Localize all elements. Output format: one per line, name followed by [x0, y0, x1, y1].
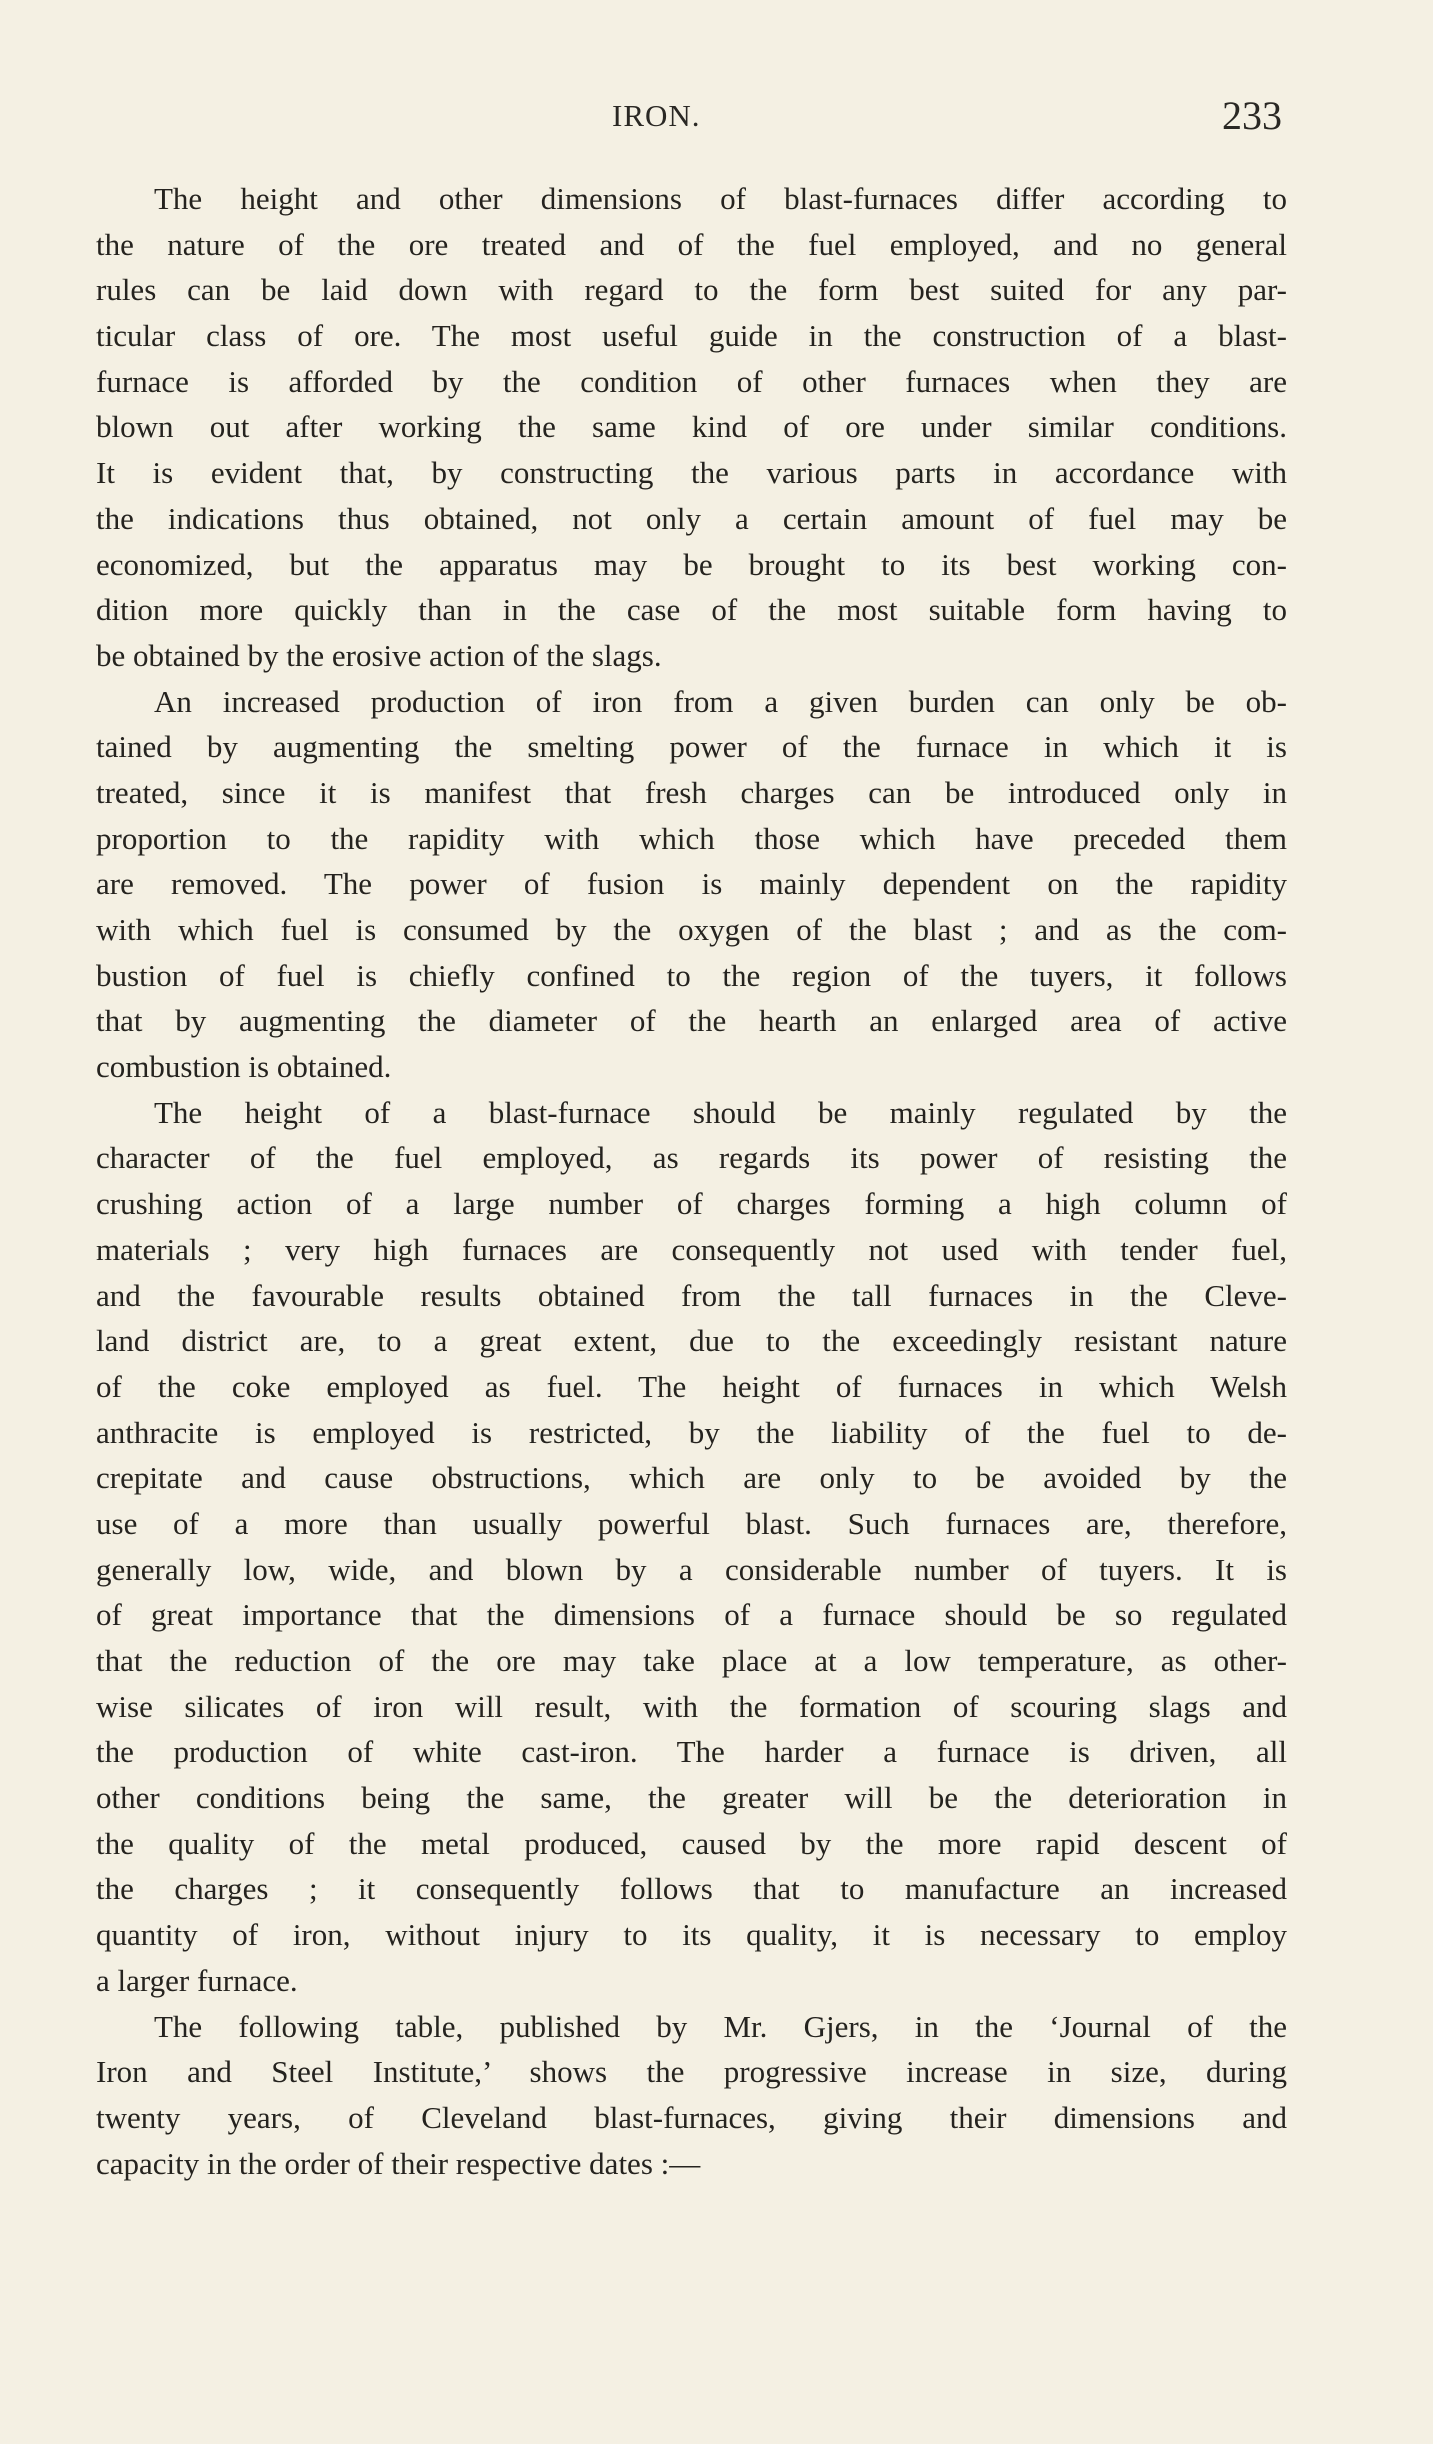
text-line: and the favourable results obtained from the tall furnaces in the Cleve- — [96, 1277, 1287, 1313]
text-line: rules can be laid down with regard to the form best suited for any par- — [96, 272, 1287, 308]
text-line: tained by augmenting the smelting power of the furnace in which it is — [96, 729, 1287, 765]
text-line: The following table, published by Mr. Gjers, in the ‘Journal of the — [154, 2008, 1287, 2044]
text-line: of the coke employed as fuel. The height of furnaces in which Welsh — [96, 1368, 1287, 1404]
text-line: with which fuel is consumed by the oxygen of the blast ; and as the com- — [96, 912, 1287, 947]
text-line: proportion to the rapidity with which those which have preceded them — [96, 820, 1287, 856]
paragraph — [96, 1090, 1287, 2004]
text-line: be obtained by the erosive action of the slags. — [96, 637, 662, 673]
text-line: the production of white cast-iron. The harder a furnace is driven, all — [96, 1734, 1287, 1770]
text-line: other conditions being the same, the greater will be the deterioration in — [96, 1780, 1287, 1816]
text-line: It is evident that, by constructing the various parts in accordance with — [96, 455, 1287, 491]
text-line: anthracite is employed is restricted, by the liability of the fuel to de- — [96, 1414, 1287, 1450]
text-line: An increased production of iron from a given burden can only be ob- — [154, 683, 1287, 719]
text-line: quantity of iron, without injury to its quality, it is necessary to employ — [96, 1917, 1287, 1953]
text-line: The height and other dimensions of blast-furnaces differ according to — [154, 181, 1287, 216]
text-line: treated, since it is manifest that fresh charges can be introduced only in — [96, 774, 1287, 810]
paragraph — [96, 176, 1287, 679]
text-line: The height of a blast-furnace should be mainly regulated by the — [154, 1094, 1287, 1130]
text-line: economized, but the apparatus may be brought to its best working con- — [96, 546, 1287, 582]
text-line: a larger furnace. — [96, 1962, 298, 1998]
text-line: the indications thus obtained, not only a certain amount of fuel may be — [96, 500, 1287, 536]
text-line: land district are, to a great extent, due to the exceedingly resistant nature — [96, 1323, 1287, 1359]
text-line: crepitate and cause obstructions, which are only to be avoided by the — [96, 1460, 1287, 1496]
paragraph — [96, 679, 1287, 1090]
text-line: crushing action of a large number of charges forming a high column of — [96, 1186, 1287, 1222]
text-line: the nature of the ore treated and of the fuel employed, and no general — [96, 226, 1287, 262]
text-line: character of the fuel employed, as regards its power of resisting the — [96, 1140, 1287, 1176]
page-number: 233 — [1222, 93, 1282, 138]
body-text — [96, 176, 1287, 2186]
running-title: IRON. — [612, 98, 701, 133]
text-line: blown out after working the same kind of ore under similar conditions. — [96, 409, 1287, 445]
paragraph — [96, 2004, 1287, 2187]
text-line: the quality of the metal produced, caused by the more rapid descent of — [96, 1825, 1287, 1861]
text-line: twenty years, of Cleveland blast-furnaces, giving their dimensions and — [96, 2099, 1287, 2135]
text-line: wise silicates of iron will result, with the formation of scouring slags and — [96, 1688, 1287, 1724]
text-line: generally low, wide, and blown by a considerable number of tuyers. It is — [96, 1551, 1287, 1587]
text-line: materials ; very high furnaces are consequently not used with tender fuel, — [96, 1231, 1287, 1267]
text-line: that by augmenting the diameter of the hearth an enlarged area of active — [96, 1003, 1287, 1039]
text-line: combustion is obtained. — [96, 1049, 392, 1085]
text-line: bustion of fuel is chiefly confined to the region of the tuyers, it follows — [96, 957, 1287, 993]
text-line: capacity in the order of their respective dates :— — [96, 2145, 701, 2181]
text-line: furnace is afforded by the condition of other furnaces when they are — [96, 363, 1287, 399]
text-line: dition more quickly than in the case of the most suitable form having to — [96, 592, 1287, 628]
text-line: of great importance that the dimensions of a furnace should be so regulated — [96, 1597, 1287, 1633]
text-line: the charges ; it consequently follows that to manufacture an increased — [96, 1871, 1287, 1907]
text-line: are removed. The power of fusion is mainly dependent on the rapidity — [96, 866, 1287, 902]
text-line: that the reduction of the ore may take place at a low temperature, as other- — [96, 1643, 1287, 1678]
running-header — [0, 92, 1433, 142]
text-line: use of a more than usually powerful blast. Such furnaces are, therefore, — [96, 1505, 1287, 1541]
text-line: Iron and Steel Institute,’ shows the progressive increase in size, during — [96, 2054, 1287, 2090]
text-line: ticular class of ore. The most useful guide in the construction of a blast- — [96, 318, 1287, 354]
